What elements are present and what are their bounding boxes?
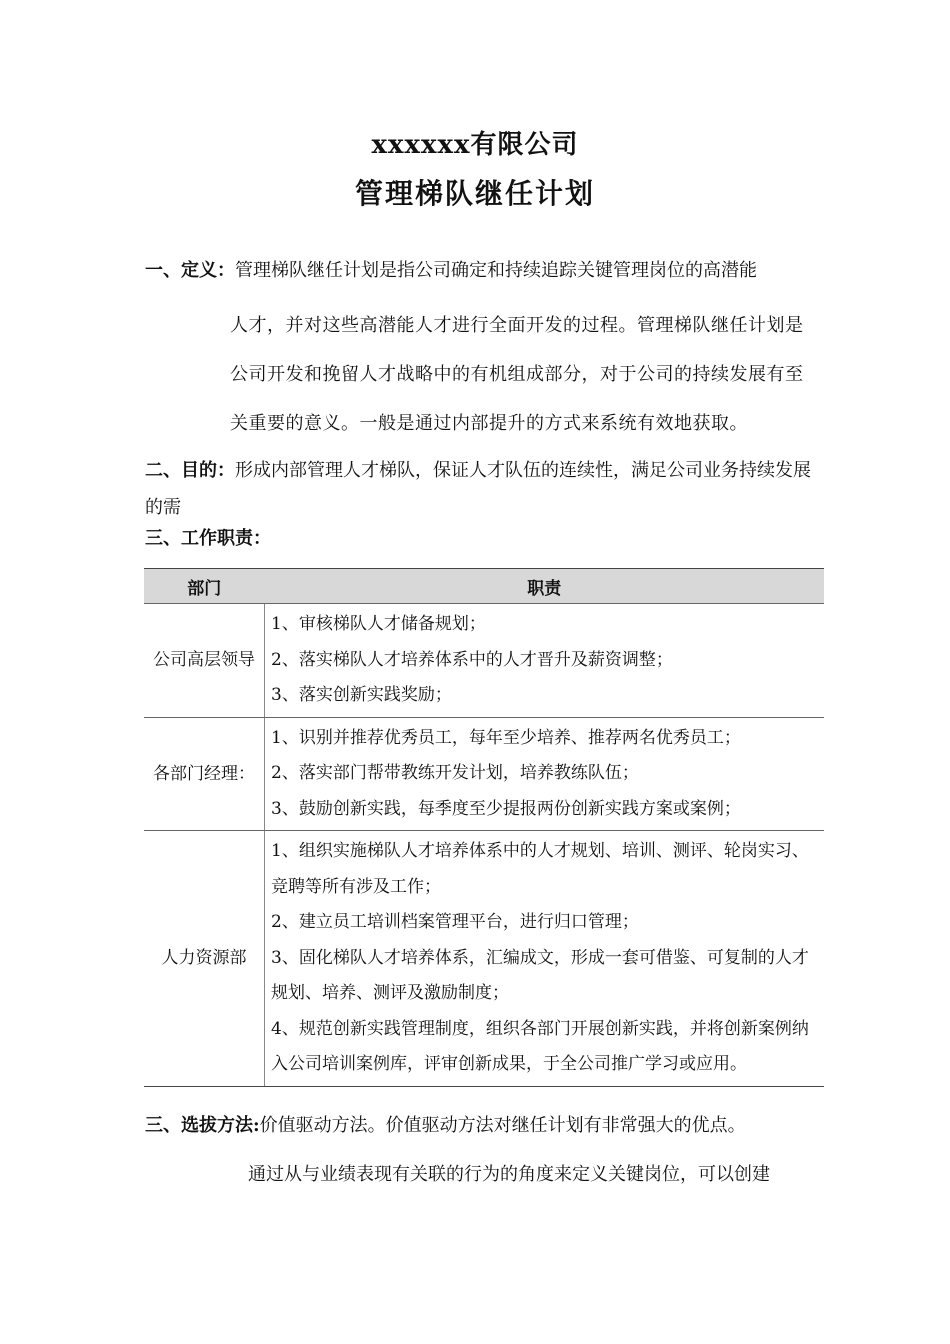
section-definition-label: 一、定义：	[145, 260, 235, 281]
duty-item: 4、规范创新实践管理制度，组织各部门开展创新实践，并将创新案例纳入公司培训案例库，评审创新成果，于全公司推广学习或应用。	[271, 1018, 809, 1074]
section-selection-label: 三、选拔方法:	[145, 1115, 260, 1136]
section-selection-text: 价值驱动方法。价值驱动方法对继任计划有非常强大的优点。	[259, 1115, 746, 1136]
header-duty: 职责	[265, 569, 825, 604]
section-duties-label: 三、工作职责：	[145, 528, 271, 549]
dept-cell: 公司高层领导	[144, 604, 265, 718]
duty-item: 1、组织实施梯队人才培养体系中的人才规划、培训、测评、轮岗实习、竞聘等所有涉及工作；	[271, 841, 809, 897]
duty-item: 2、落实梯队人才培养体系中的人才晋升及薪资调整；	[271, 649, 673, 670]
section-purpose	[145, 452, 815, 526]
section-purpose-text: 形成内部管理人才梯队，保证人才队伍的连续性，满足公司业务持续发展的需	[145, 460, 811, 518]
duty-item: 1、识别并推荐优秀员工，每年至少培养、推荐两名优秀员工；	[271, 727, 741, 748]
company-name: xxxxxx有限公司	[371, 130, 579, 160]
section-selection	[145, 1111, 746, 1137]
duty-item: 3、鼓励创新实践，每季度至少提报两份创新实践方案或案例；	[271, 798, 741, 819]
duty-item: 3、落实创新实践奖励；	[271, 685, 452, 705]
dept-cell: 人力资源部	[144, 831, 265, 1087]
duty-cell	[265, 604, 825, 718]
duty-cell	[265, 717, 825, 831]
document-title: 管理梯队继任计划	[354, 177, 595, 210]
duty-item: 2、落实部门帮带教练开发计划，培养教练队伍；	[271, 763, 639, 783]
section-duties	[145, 524, 271, 550]
duty-item: 1、审核梯队人才储备规划；	[271, 614, 486, 634]
section-definition-text-first: 管理梯队继任计划是指公司确定和持续追踪关键管理岗位的高潜能	[235, 260, 757, 281]
duty-cell	[265, 831, 825, 1087]
table-row	[144, 604, 824, 718]
duty-item: 3、固化梯队人才培养体系，汇编成文，形成一套可借鉴、可复制的人才规划、培养、测评及激励制度；	[271, 947, 809, 1003]
duties-table	[144, 568, 824, 1087]
dept-cell: 各部门经理：	[144, 717, 265, 831]
section-selection-continuation: 通过从与业绩表现有关联的行为的角度来定义关键岗位，可以创建	[248, 1164, 770, 1185]
section-definition	[145, 256, 757, 282]
table-row	[144, 717, 824, 831]
section-purpose-label: 二、目的：	[145, 460, 235, 481]
header-dept: 部门	[144, 569, 265, 604]
section-definition-body: 人才，并对这些高潜能人才进行全面开发的过程。管理梯队继任计划是公司开发和挽留人才战略中的有机组成部分，对于公司的持续发展有至关重要的意义。一般是通过内部提升的方式来系统有效地获取。	[230, 315, 804, 434]
table-row	[144, 831, 824, 1087]
table-header-row	[144, 569, 824, 604]
duty-item: 2、建立员工培训档案管理平台，进行归口管理；	[271, 912, 639, 932]
